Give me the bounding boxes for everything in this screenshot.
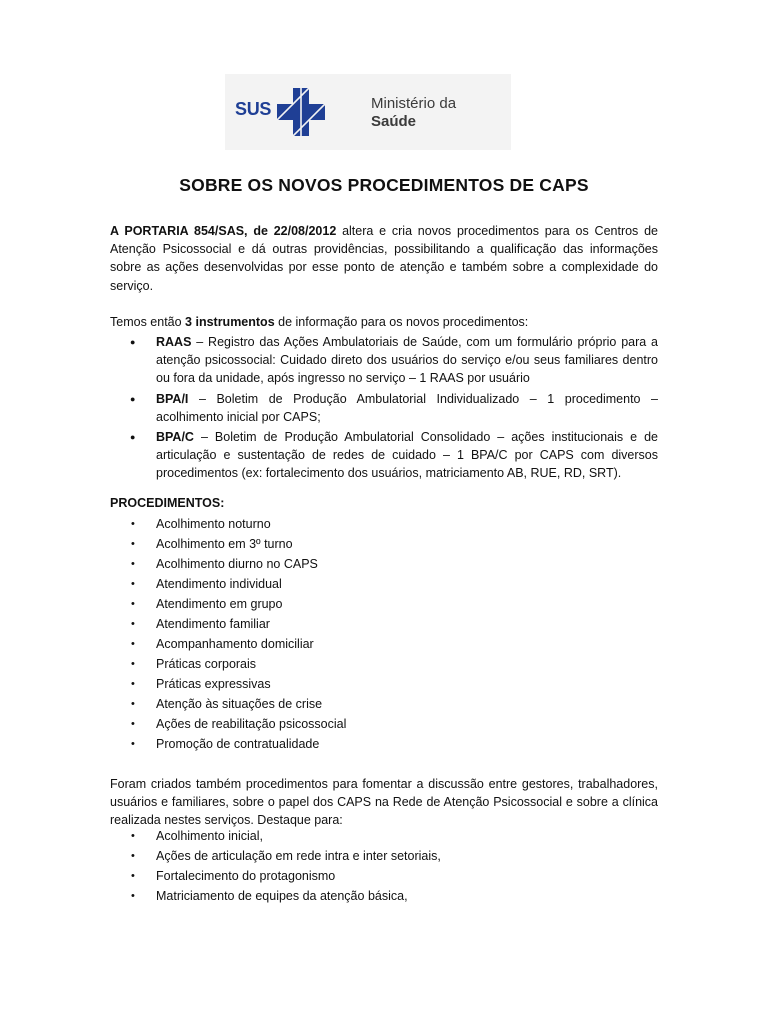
list-item	[130, 333, 658, 388]
logo-ministry-line1: Ministério da	[371, 95, 457, 112]
logo-ministry-line2: Saúde	[371, 113, 417, 130]
instruments-lead	[110, 313, 658, 331]
procedures-list	[131, 514, 346, 754]
list-item: • Matriciamento de equipes da atenção básica,	[131, 886, 441, 906]
list-item: • Acolhimento inicial,	[131, 826, 441, 846]
instruments-lead-prefix: Temos então	[110, 315, 186, 329]
list-item: • Promoção de contratualidade	[131, 734, 346, 754]
closing-paragraph: Foram criados também procedimentos para fomentar a discussão entre gestores, trabalhadores, usuários e familiares, sobre o papel dos CAPS na Rede de Atenção Psicossocial e sobre a clínica realizada nestes serviços. Destaque para:	[110, 777, 658, 828]
list-item: • Atendimento em grupo	[131, 594, 346, 614]
list-item	[130, 428, 658, 483]
instrument-desc: – Boletim de Produção Ambulatorial Individualizado – 1 procedimento – acolhimento inicial por CAPS;	[156, 391, 658, 424]
highlights-list	[131, 826, 441, 906]
list-item: • Acolhimento em 3º turno	[131, 534, 346, 554]
intro-bold: A PORTARIA 854/SAS, de 22/08/2012	[110, 224, 337, 238]
instrument-term: BPA/I	[156, 391, 189, 406]
list-item: • Práticas corporais	[131, 654, 346, 674]
logo-sus-text: SUS	[235, 99, 272, 119]
list-item: • Acompanhamento domiciliar	[131, 634, 346, 654]
instruments-lead-bold: 3 instrumentos	[185, 315, 275, 329]
instruments-lead-suffix: de informação para os novos procedimentos:	[274, 315, 529, 329]
list-item: • Acolhimento diurno no CAPS	[131, 554, 346, 574]
sus-cross-icon	[277, 88, 325, 136]
sus-ministerio-logo	[225, 74, 511, 150]
page-title: SOBRE OS NOVOS PROCEDIMENTOS DE CAPS	[179, 175, 589, 195]
instruments-list	[130, 333, 658, 485]
list-item: • Atendimento individual	[131, 574, 346, 594]
procedures-heading: PROCEDIMENTOS:	[110, 496, 225, 510]
list-item: • Práticas expressivas	[131, 674, 346, 694]
list-item: • Atenção às situações de crise	[131, 694, 346, 714]
intro-paragraph	[110, 222, 658, 295]
intro-text: altera e cria novos procedimentos para os Centros de Atenção Psicossocial e dá outras providências, possibilitando a qualificação das informações sobre as ações desenvolvidas por esse ponto de atenção e também sobre a complexidade do serviço.	[110, 224, 659, 293]
list-item: • Acolhimento noturno	[131, 514, 346, 534]
list-item: • Atendimento familiar	[131, 614, 346, 634]
instrument-desc: – Boletim de Produção Ambulatorial Consolidado – ações institucionais e de articulação e sustentação de redes de cuidado – 1 BPA/C por CAPS com diversos procedimentos (ex: fortalecimento dos usuários, matriciamento AB, RUE, RD, SRT).	[156, 430, 658, 481]
instrument-desc: – Registro das Ações Ambulatoriais de Saúde, com um formulário próprio para a atenção psicossocial: Cuidado direto dos usuários do serviço e/ou seus familiares dentro ou fora da unidade, após ingresso no serviço – 1 RAAS por usuário	[156, 335, 658, 386]
instrument-term: RAAS	[156, 335, 192, 349]
list-item: • Ações de reabilitação psicossocial	[131, 714, 346, 734]
instrument-term: BPA/C	[156, 430, 194, 445]
list-item: • Fortalecimento do protagonismo	[131, 866, 441, 886]
list-item	[130, 390, 658, 426]
list-item: • Ações de articulação em rede intra e inter setoriais,	[131, 846, 441, 866]
